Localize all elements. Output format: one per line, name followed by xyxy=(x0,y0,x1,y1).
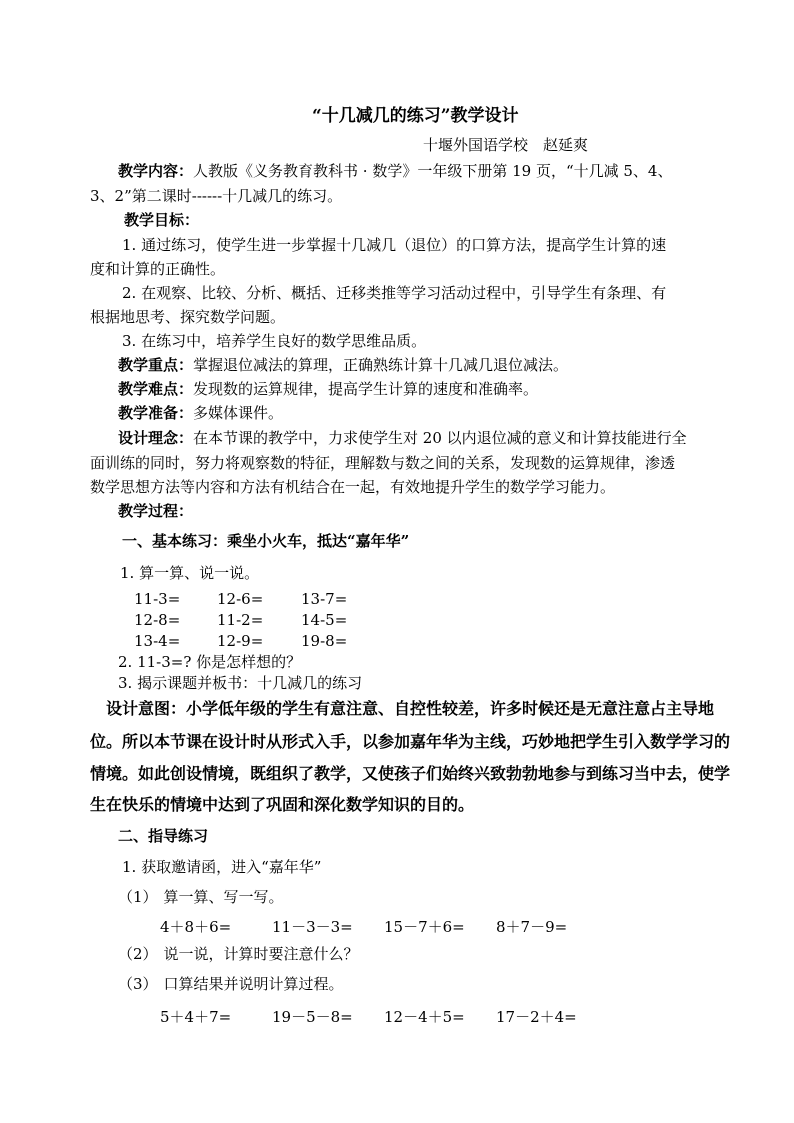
prep-text: 多媒体课件。 xyxy=(193,404,284,422)
section-1-item-2: 2. 11-3=? 你是怎样想的？ xyxy=(118,653,302,671)
exercise: 12-9= xyxy=(217,632,264,650)
sub-item-3-number: （3） xyxy=(118,975,158,993)
content-line-2: 3、2”第二课时------十几减几的练习。 xyxy=(90,187,343,205)
exercise: 11-2= xyxy=(217,611,264,629)
concept-text: 在本节课的教学中，力求使学生对 20 以内退位减的意义和计算技能进行全 xyxy=(193,429,687,447)
concept-line-2: 面训练的同时，努力将观察数的特征，理解数与数之间的关系，发现数的运算规律，渗透 xyxy=(90,454,676,472)
concept-line-3: 数学思想方法等内容和方法有机结合在一起，有效地提升学生的数学学习能力。 xyxy=(90,478,616,496)
goal-2-cont: 根据地思考、探究数学问题。 xyxy=(90,308,286,326)
exercise: 19-8= xyxy=(301,632,348,650)
goals-label: 教学目标： xyxy=(124,211,200,229)
section-1-heading: 一、基本练习：乘坐小火车，抵达“嘉年华” xyxy=(122,532,410,550)
sub-item-1-number: （1） xyxy=(118,888,158,906)
exercise: 17－2＋4= xyxy=(496,1008,577,1026)
sub-item-3 xyxy=(118,974,344,994)
exercise: 15－7＋6= xyxy=(384,918,465,936)
sub-item-2-text: 说一说，计算时要注意什么？ xyxy=(163,945,359,963)
sub-item-1 xyxy=(118,887,284,907)
process-label: 教学过程： xyxy=(118,502,194,520)
exercise: 11－3－3= xyxy=(272,918,353,936)
section-1-item-1: 1. 算一算、说一说。 xyxy=(120,564,260,582)
intent-line-3: 情境。如此创设情境，既组织了教学，又使孩子们始终兴致勃勃地参与到练习当中去，使学 xyxy=(90,764,731,783)
exercise: 12-8= xyxy=(134,611,181,629)
intent-line-2: 位。所以本节课在设计时从形式入手，以参加嘉年华为主线，巧妙地把学生引入数学学习的 xyxy=(90,732,731,751)
exercise: 8＋7－9= xyxy=(496,918,568,936)
sub-item-2 xyxy=(118,944,359,964)
goal-2: 2. 在观察、比较、分析、概括、迁移类推等学习活动过程中，引导学生有条理、有 xyxy=(122,284,667,302)
exercise: 11-3= xyxy=(134,590,181,608)
goal-1-cont: 度和计算的正确性。 xyxy=(90,260,226,278)
sub-item-2-number: （2） xyxy=(118,945,158,963)
intent-line-4: 生在快乐的情境中达到了巩固和深化数学知识的目的。 xyxy=(90,795,475,814)
exercise: 12-6= xyxy=(217,590,264,608)
key-label: 教学重点： xyxy=(118,356,194,374)
author-line: 十堰外国语学校 赵延爽 xyxy=(423,136,589,154)
exercise: 19－5－8= xyxy=(272,1008,353,1026)
section-1-item-3: 3. 揭示课题并板书：十几减几的练习 xyxy=(118,674,363,692)
exercise: 14-5= xyxy=(301,611,348,629)
sub-item-3-text: 口算结果并说明计算过程。 xyxy=(163,975,344,993)
intent-line-1: 设计意图：小学低年级的学生有意注意、自控性较差，许多时候还是无意注意占主导地 xyxy=(106,699,715,718)
content-text: 人教版《义务教育教科书 · 数学》一年级下册第 19 页，“十几减 5、4、 xyxy=(193,162,673,180)
goal-3: 3. 在练习中，培养学生良好的数学思维品质。 xyxy=(122,332,427,350)
exercise: 5＋4＋7= xyxy=(160,1008,232,1026)
key-point xyxy=(118,355,568,375)
prep-point xyxy=(118,403,283,423)
exercise: 12－4＋5= xyxy=(384,1008,465,1026)
section-2-item-1: 1. 获取邀请函，进入“嘉年华” xyxy=(122,858,322,876)
content-label: 教学内容： xyxy=(118,162,194,180)
difficulty-point xyxy=(118,379,538,399)
key-text: 掌握退位减法的算理，正确熟练计算十几减几退位减法。 xyxy=(193,356,569,374)
exercise: 13-7= xyxy=(301,590,348,608)
content-paragraph xyxy=(118,161,672,181)
difficulty-text: 发现数的运算规律，提高学生计算的速度和准确率。 xyxy=(193,380,539,398)
difficulty-label: 教学难点： xyxy=(118,380,194,398)
prep-label: 教学准备： xyxy=(118,404,194,422)
concept-paragraph xyxy=(118,428,687,448)
goal-1: 1. 通过练习，使学生进一步掌握十几减几（退位）的口算方法，提高学生计算的速 xyxy=(122,236,667,254)
sub-item-1-text: 算一算、写一写。 xyxy=(163,888,284,906)
concept-label: 设计理念： xyxy=(118,429,194,447)
section-2-heading: 二、指导练习 xyxy=(118,827,209,845)
exercise: 4＋8＋6= xyxy=(160,918,232,936)
page-title: “十几减几的练习”教学设计 xyxy=(312,106,519,126)
exercise: 13-4= xyxy=(134,632,181,650)
